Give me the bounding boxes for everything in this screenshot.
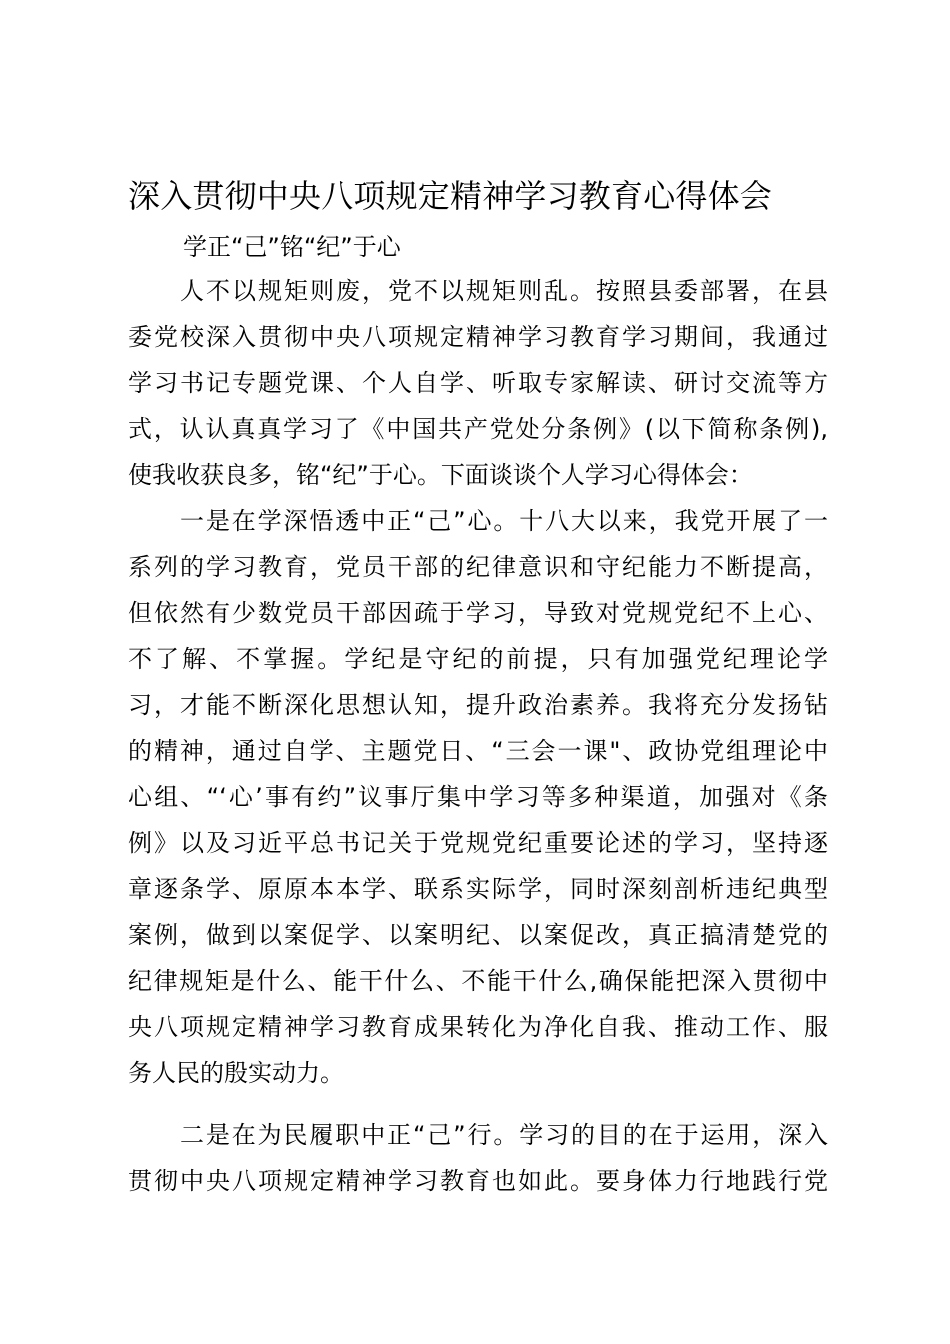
text-line: 式，认认真真学习了《中国共产党处分条例》(以下简称条例),	[128, 415, 828, 443]
text-line: 系列的学习教育，党员干部的纪律意识和守纪能力不断提高，	[128, 553, 828, 581]
text-line: 央八项规定精神学习教育成果转化为净化自我、推动工作、服	[128, 1013, 828, 1041]
paragraph	[128, 1112, 828, 1204]
text-line: 贯彻中央八项规定精神学习教育也如此。要身体力行地践行党	[128, 1167, 828, 1195]
text-line: 人不以规矩则废，党不以规矩则乱。按照县委部署，在县	[180, 277, 828, 305]
paragraph-gap	[128, 1096, 828, 1112]
text-line: 心组、“‘心’事有约”议事厅集中学习等多种渠道，加强对《条	[128, 783, 828, 811]
paragraph	[128, 268, 828, 498]
text-line: 的精神，通过自学、主题党日、“三会一课"、政协党组理论中	[128, 737, 828, 765]
text-line: 学习书记专题党课、个人自学、听取专家解读、研讨交流等方	[128, 369, 828, 397]
document-body	[128, 268, 828, 1204]
document-title: 深入贯彻中央八项规定精神学习教育心得体会	[128, 177, 773, 215]
text-line: 案例，做到以案促学、以案明纪、以案促改，真正搞清楚党的	[128, 921, 828, 949]
paragraph	[128, 498, 828, 1096]
text-line: 例》以及习近平总书记关于党规党纪重要论述的学习，坚持逐	[128, 829, 828, 857]
text-line: 使我收获良多，铭“纪”于心。下面谈谈个人学习心得体会：	[128, 461, 753, 489]
text-line: 章逐条学、原原本本学、联系实际学，同时深刻剖析违纪典型	[128, 875, 828, 903]
text-line: 务人民的殷实动力。	[128, 1059, 344, 1087]
document-subtitle: 学正“己”铭“纪”于心	[183, 233, 401, 261]
text-line: 不了解、不掌握。学纪是守纪的前提，只有加强党纪理论学	[128, 645, 828, 673]
text-line: 习，才能不断深化思想认知，提升政治素养。我将充分发扬钻	[128, 691, 828, 719]
text-line: 委党校深入贯彻中央八项规定精神学习教育学习期间，我通过	[128, 323, 828, 351]
text-line: 纪律规矩是什么、能干什么、不能干什么,确保能把深入贯彻中	[128, 967, 828, 995]
text-line: 但依然有少数党员干部因疏于学习，导致对党规党纪不上心、	[128, 599, 828, 627]
text-line: 二是在为民履职中正“己”行。学习的目的在于运用，深入	[180, 1121, 828, 1149]
text-line: 一是在学深悟透中正“己”心。十八大以来，我党开展了一	[180, 507, 828, 535]
